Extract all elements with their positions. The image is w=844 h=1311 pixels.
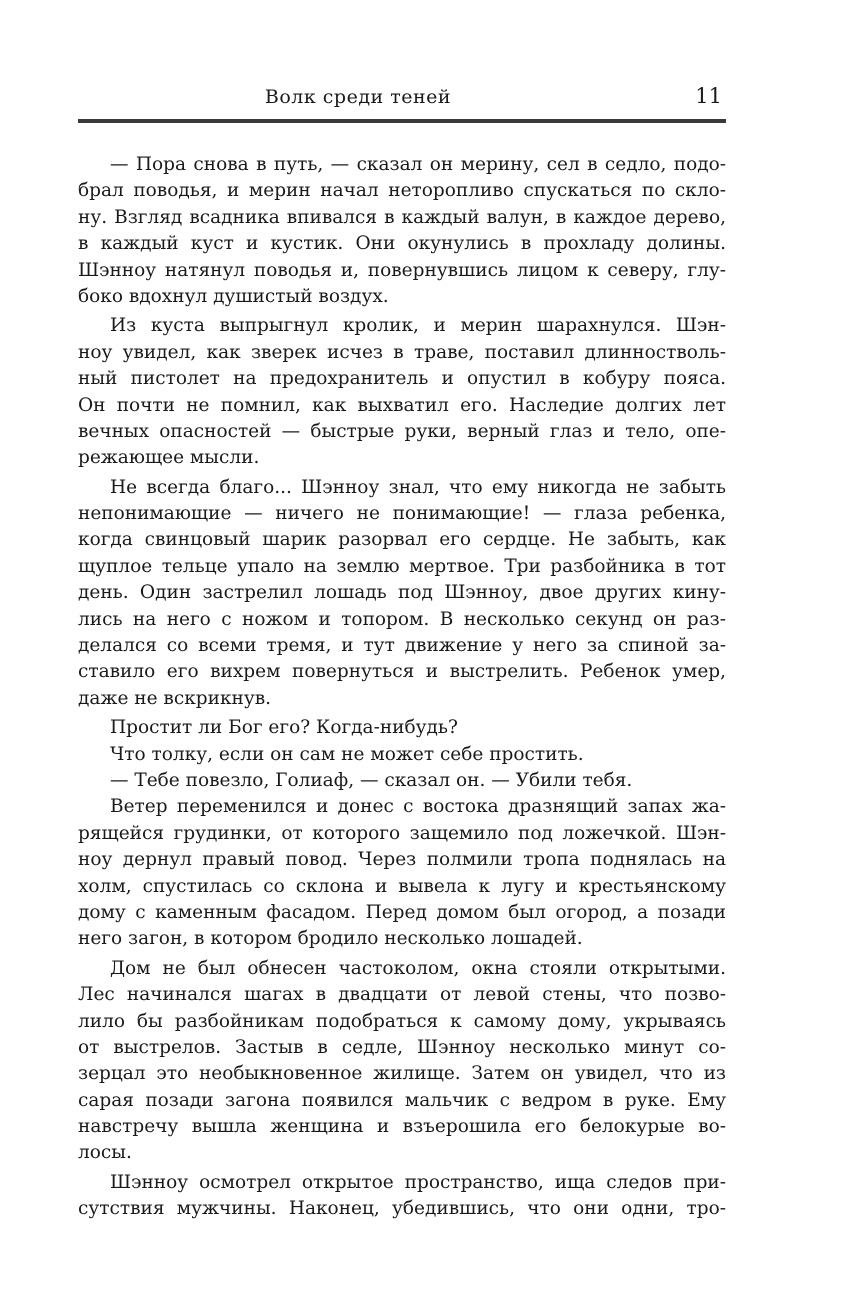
text-line: когда свинцовый шарик разорвал его сердце. Не забыть, как xyxy=(78,529,726,551)
text-line: даже не вскрикнув. xyxy=(78,687,272,709)
text-line: ный пистолет на предохранитель и опустил в кобуру пояса. xyxy=(78,368,726,390)
text-line: от выстрелов. Застыв в седле, Шэнноу несколько минут со- xyxy=(78,1036,726,1058)
paragraph xyxy=(78,768,726,794)
text-line: Простит ли Бог его? Когда-нибудь? xyxy=(110,717,458,739)
text-line: — Тебе повезло, Голиаф, — сказал он. — Убили тебя. xyxy=(110,769,633,791)
text-line: лись на него с ножом и топором. В несколько секунд он раз- xyxy=(78,608,726,630)
text-line: холм, спустилась со склона и вывела к лугу и крестьянскому xyxy=(78,875,726,897)
text-line: лило бы разбойникам подобраться к самому дому, укрываясь xyxy=(78,1010,726,1032)
text-line: дому с каменным фасадом. Перед домом был огород, а позади xyxy=(78,901,726,923)
paragraph xyxy=(78,313,726,471)
text-line: вечных опасностей — быстрые руки, верный глаз и тело, опе- xyxy=(78,420,726,442)
text-line: режающее мысли. xyxy=(78,447,260,469)
text-line: сутствия мужчины. Наконец, убедившись, что они одни, тро- xyxy=(78,1198,726,1220)
text-line: Он почти не помнил, как выхватил его. Наследие долгих лет xyxy=(78,394,726,416)
text-line: Ветер переменился и донес с востока дразнящий запах жа- xyxy=(110,796,726,818)
text-line: делался со всеми тремя, и тут движение у него за спиной за- xyxy=(78,635,726,657)
text-line: день. Один застрелил лошадь под Шэнноу, двое других кину- xyxy=(78,582,726,604)
page-number: 11 xyxy=(695,84,722,108)
paragraph xyxy=(78,715,726,741)
running-header xyxy=(78,84,726,116)
running-title: Волк среди теней xyxy=(264,86,452,108)
header-rule xyxy=(78,119,726,123)
text-line: боко вдохнул душистый воздух. xyxy=(78,285,389,307)
text-line: непонимающие — ничего не понимающие! — глаза ребенка, xyxy=(78,503,726,525)
paragraph xyxy=(78,152,726,310)
text-line: Из куста выпрыгнул кролик, и мерин шарахнулся. Шэн- xyxy=(110,315,726,337)
text-line: Шэнноу осмотрел открытое пространство, ища следов при- xyxy=(110,1171,726,1193)
text-line: Что толку, если он сам не может себе простить. xyxy=(110,743,584,765)
text-line: Лес начинался шагах в двадцати от левой стены, что позво- xyxy=(78,984,726,1006)
text-line: зерцал это необыкновенное жилище. Затем он увидел, что из xyxy=(78,1063,726,1085)
text-line: лосы. xyxy=(78,1142,132,1164)
text-line: ноу увидел, как зверек исчез в траве, поставил длинностволь- xyxy=(78,341,726,363)
body-text xyxy=(78,152,726,1223)
text-line: него загон, в котором бродило несколько лошадей. xyxy=(78,928,583,950)
paragraph xyxy=(78,742,726,768)
text-line: ставило его вихрем повернуться и выстрелить. Ребенок умер, xyxy=(78,661,726,683)
text-line: ну. Взгляд всадника впивался в каждый валун, в каждое дерево, xyxy=(78,206,726,228)
paragraph xyxy=(78,475,726,713)
text-line: брал поводья, и мерин начал неторопливо спускаться по скло- xyxy=(78,180,726,202)
text-line: Не всегда благо... Шэнноу знал, что ему никогда не забыть xyxy=(110,476,726,498)
text-line: щуплое тельце упало на землю мертвое. Три разбойника в тот xyxy=(78,555,726,577)
text-line: рящейся грудинки, от которого защемило под ложечкой. Шэн- xyxy=(78,822,726,844)
text-line: Шэнноу натянул поводья и, повернувшись лицом к северу, глу- xyxy=(78,259,726,281)
text-line: сарая позади загона появился мальчик с ведром в руке. Ему xyxy=(78,1089,726,1111)
text-line: навстречу вышла женщина и взъерошила его белокурые во- xyxy=(78,1116,726,1138)
paragraph xyxy=(78,1170,726,1223)
paragraph xyxy=(78,956,726,1167)
text-line: ноу дернул правый повод. Через полмили тропа поднялась на xyxy=(78,849,726,871)
paragraph xyxy=(78,794,726,952)
text-line: — Пора снова в путь, — сказал он мерину, сел в седло, подо- xyxy=(110,154,726,175)
text-line: в каждый куст и кустик. Они окунулись в прохладу долины. xyxy=(78,233,726,255)
text-line: Дом не был обнесен частоколом, окна стояли открытыми. xyxy=(110,957,726,979)
